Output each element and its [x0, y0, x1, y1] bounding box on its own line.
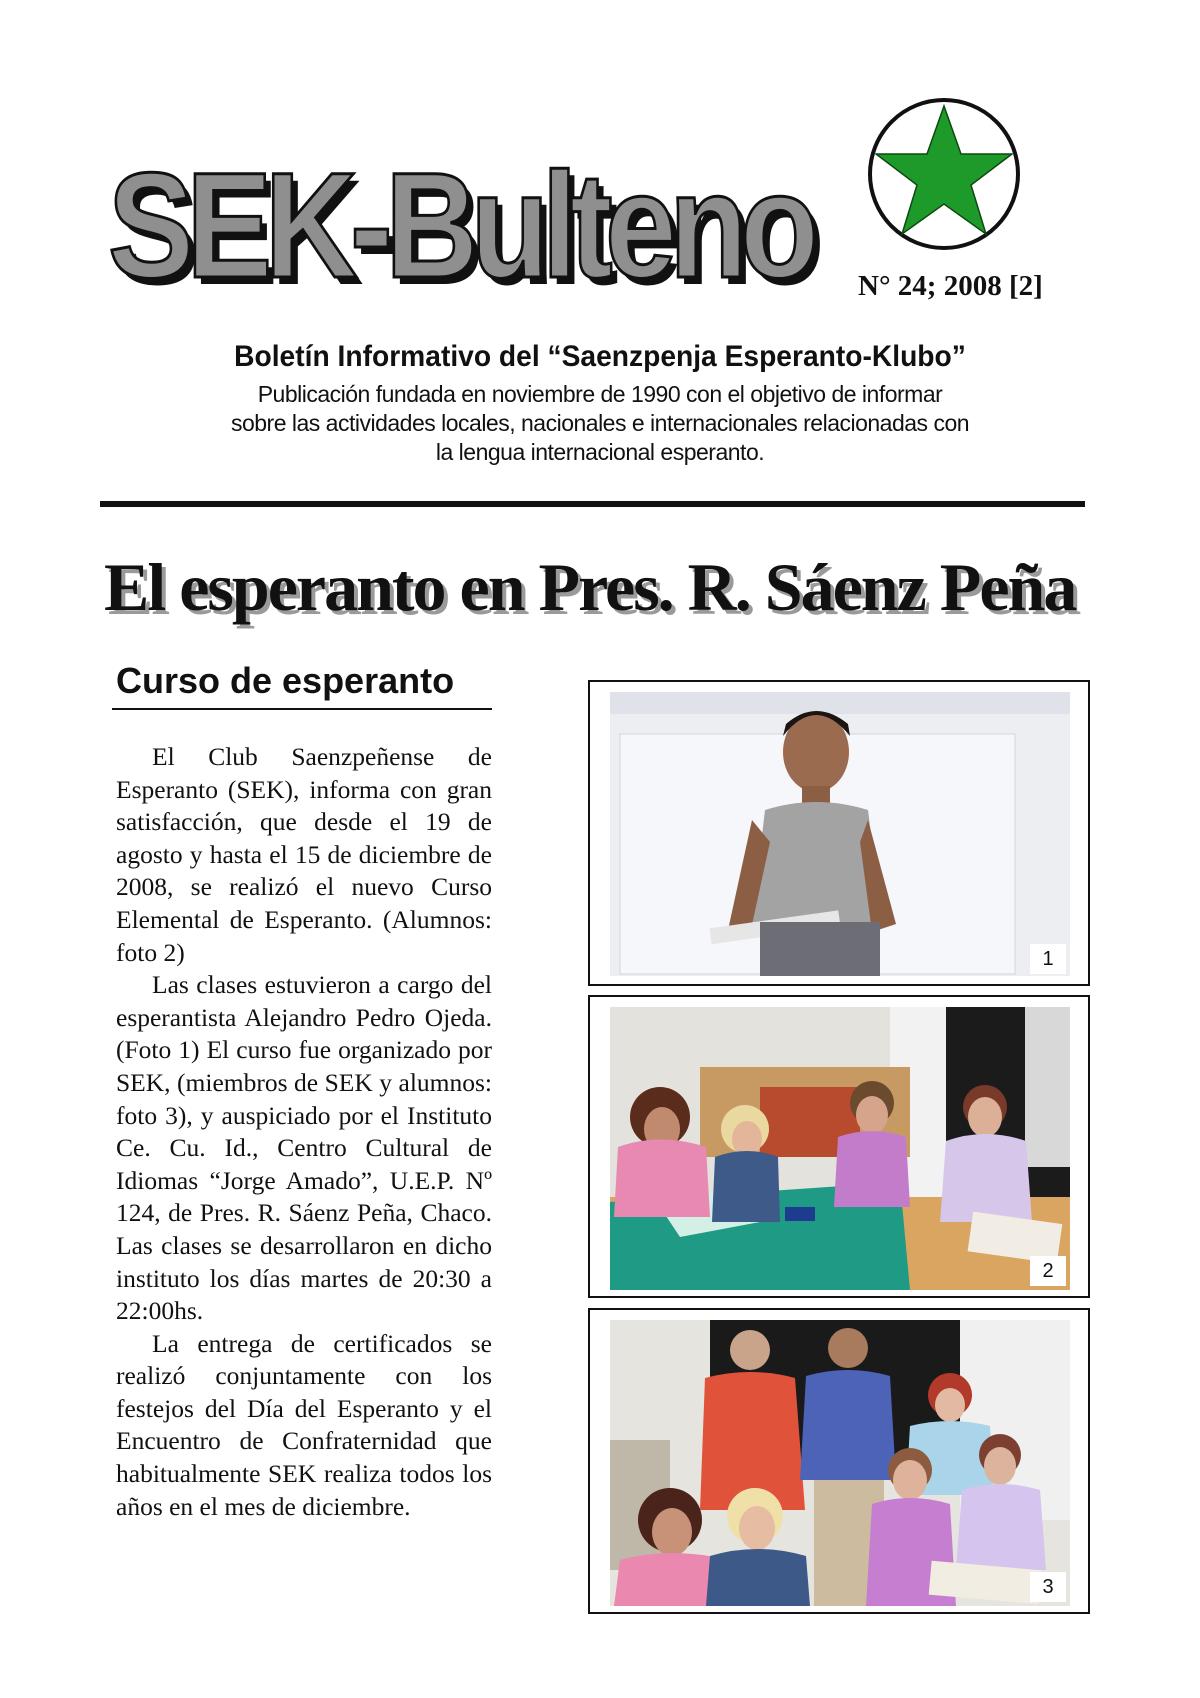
- article-headline: El esperanto en Pres. R. Sáenz Peña: [104, 549, 1076, 625]
- photo-number: 1: [1030, 944, 1066, 974]
- article-paragraph: La entrega de certificados se realizó conjuntamente con los festejos del Día del Esperanto y el Encuentro de Confraternidad que habitualmente SEK realiza todos los años en el mes de diciembre.: [116, 1328, 492, 1521]
- bulletin-subtitle: Boletín Informativo del “Saenzpenja Esperanto-Klubo”: [234, 340, 966, 373]
- photo-group: [588, 1308, 1090, 1614]
- description-line: la lengua internacional esperanto.: [435, 439, 765, 465]
- article-paragraph: El Club Saenzpeñense de Esperanto (SEK), informa con gran satisfacción, que desde el 19 de agosto y hasta el 15 de diciembre de 2008, se realizó el nuevo Curso Elemental de Esperanto. (Alumnos: foto 2): [116, 742, 492, 967]
- article-paragraph: Las clases estuvieron a cargo del esperantista Alejandro Pedro Ojeda. (Foto 1) El curso fue organizado por SEK, (miembros de SEK y alumnos: foto 3), y auspiciado por el Instituto Ce. Cu. Id., Centro Cultural de Idiomas “Jorge Amado”, U.E.P. Nº 124, de Pres. R. Sáenz Peña, Chaco. Las clases se desarrollaron en dicho instituto los días martes de 20:30 a 22:00hs.: [116, 970, 492, 1326]
- description-line: sobre las actividades locales, nacionales e internacionales relacionadas con: [230, 410, 970, 436]
- article-body: [116, 741, 492, 1523]
- masthead-title: SEK-Bulteno: [108, 141, 812, 309]
- photo-number: 2: [1030, 1256, 1066, 1286]
- header-divider: [100, 501, 1085, 507]
- issue-number: N° 24; 2008 [2]: [858, 270, 1043, 302]
- photo-students: [588, 995, 1090, 1298]
- photo-students-image: [610, 1007, 1070, 1290]
- photo-instructor-image: [610, 692, 1070, 976]
- photo-group-image: [610, 1320, 1070, 1606]
- photo-instructor: [588, 680, 1090, 986]
- description-line: Publicación fundada en noviembre de 1990 con el objetivo de informar: [257, 381, 943, 407]
- photo-number: 3: [1030, 1572, 1066, 1602]
- publication-description: [150, 380, 1050, 467]
- section-underline: [112, 708, 492, 710]
- esperanto-green-star-icon: [866, 96, 1022, 252]
- section-title: Curso de esperanto: [116, 660, 455, 701]
